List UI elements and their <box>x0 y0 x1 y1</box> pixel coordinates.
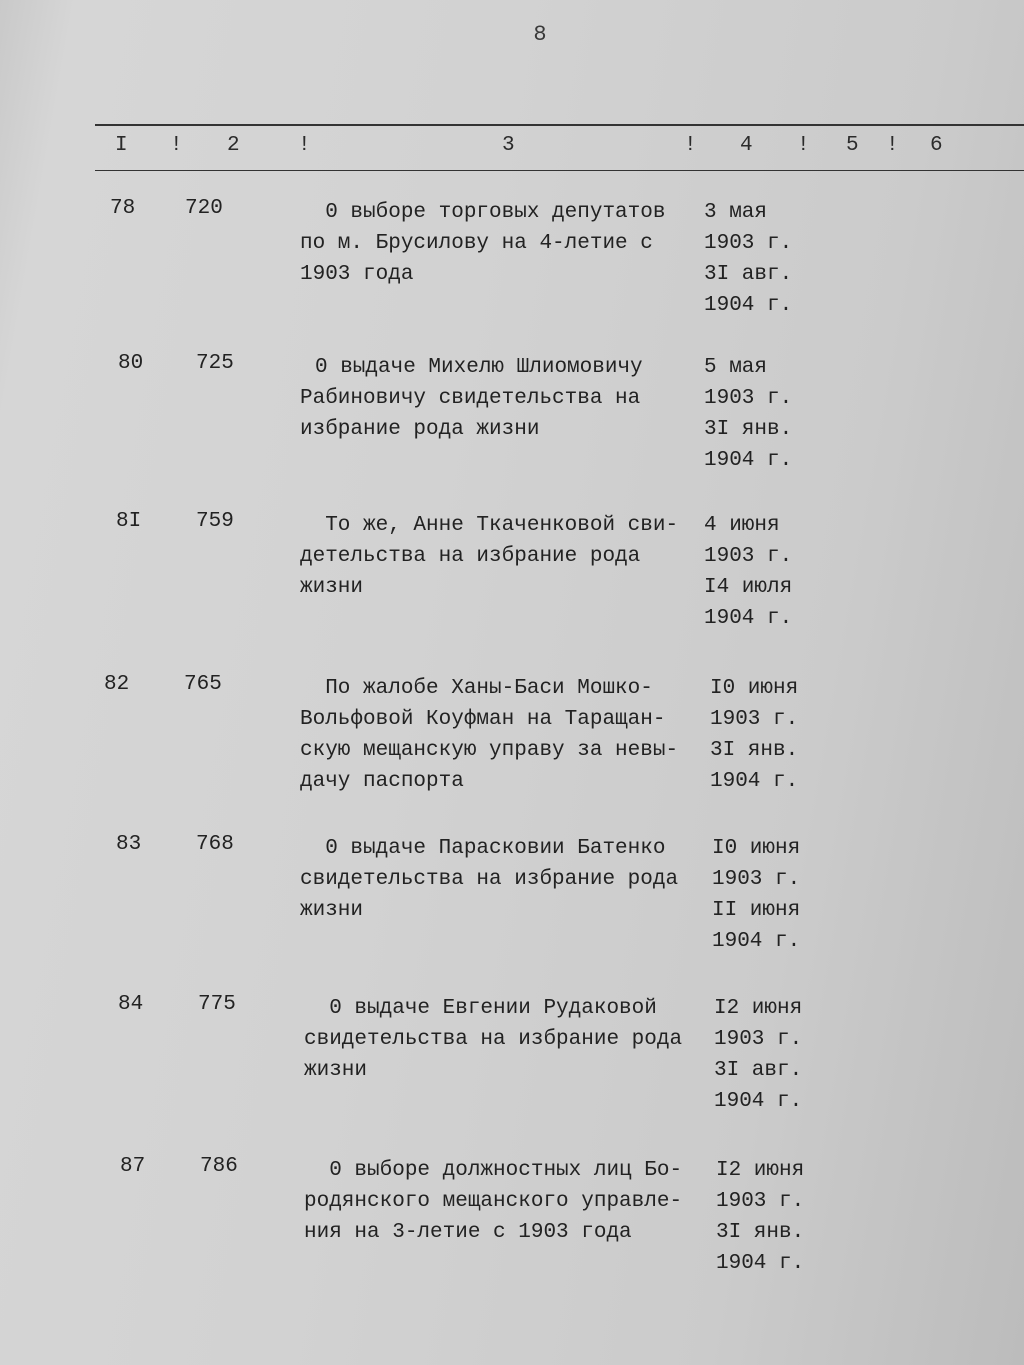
header-col-4: 4 <box>740 134 753 157</box>
entry-index: 87 <box>120 1155 146 1178</box>
date-line: 3I янв. <box>716 1221 805 1244</box>
entry-number: 768 <box>196 833 234 856</box>
entry-number: 720 <box>185 197 223 220</box>
description-line: 1903 года <box>300 263 414 286</box>
description-line: свидетельства на избрание рода <box>300 868 679 891</box>
description-line: ния на 3-летие с 1903 года <box>304 1221 632 1244</box>
entry-index: 80 <box>118 352 144 375</box>
date-line: 1903 г. <box>716 1190 805 1213</box>
date-line: 1903 г. <box>704 387 793 410</box>
entry-dates <box>704 510 814 634</box>
header-separator: ! <box>684 134 697 157</box>
description-line: жизни <box>300 899 364 922</box>
description-line: 0 выборе должностных лиц Бо- <box>304 1159 683 1182</box>
entry-dates <box>716 1155 826 1279</box>
entry-number: 759 <box>196 510 234 533</box>
description-line: жизни <box>304 1059 368 1082</box>
description-line: По жалобе Ханы-Баси Мошко- <box>300 677 653 700</box>
header-separator: ! <box>886 134 899 157</box>
entry-description <box>304 1155 714 1248</box>
entry-index: 83 <box>116 833 142 856</box>
entry-index: 84 <box>118 993 144 1016</box>
header-col-3: 3 <box>502 134 515 157</box>
date-line: 1904 г. <box>712 930 801 953</box>
date-line: 1904 г. <box>714 1090 803 1113</box>
entry-dates <box>712 833 822 957</box>
page-number: 8 <box>533 22 547 47</box>
entry-dates <box>704 352 814 476</box>
entry-description <box>300 673 710 797</box>
date-line: 1903 г. <box>712 868 801 891</box>
description-line: Вольфовой Коуфман на Таращан- <box>300 708 666 731</box>
date-line: 5 мая <box>704 356 768 379</box>
header-separator: ! <box>170 134 183 157</box>
description-line: избрание рода жизни <box>300 418 540 441</box>
header-col-5: 5 <box>846 134 859 157</box>
description-line: То же, Анне Ткаченковой сви- <box>300 514 679 537</box>
description-line: дачу паспорта <box>300 770 464 793</box>
date-line: 1903 г. <box>710 708 799 731</box>
date-line: 3I янв. <box>704 418 793 441</box>
date-line: I0 июня <box>710 677 799 700</box>
description-line: жизни <box>300 576 364 599</box>
date-line: 1904 г. <box>716 1252 805 1275</box>
entry-index: 78 <box>110 197 136 220</box>
description-line: 0 выдаче Парасковии Батенко <box>300 837 666 860</box>
date-line: I2 июня <box>714 997 803 1020</box>
date-line: 3I авг. <box>704 263 793 286</box>
date-line: I2 июня <box>716 1159 805 1182</box>
entry-number: 786 <box>200 1155 238 1178</box>
description-line: 0 выдаче Михелю Шлиомовичу <box>315 356 643 379</box>
date-line: II июня <box>712 899 801 922</box>
entry-dates <box>710 673 820 797</box>
date-line: 1904 г. <box>704 294 793 317</box>
date-line: 4 июня <box>704 514 780 537</box>
header-bottom-rule <box>95 170 1024 171</box>
description-line: по м. Брусилову на 4-летие с <box>300 232 653 255</box>
date-line: 1903 г. <box>704 232 793 255</box>
description-line: 0 выдаче Евгении Рудаковой <box>304 997 657 1020</box>
entry-description <box>304 993 714 1086</box>
header-col-2: 2 <box>227 134 240 157</box>
header-separator: ! <box>797 134 810 157</box>
entry-description <box>300 197 710 290</box>
date-line: 3 мая <box>704 201 768 224</box>
header-col-6: 6 <box>930 134 943 157</box>
entry-description <box>300 352 725 445</box>
date-line: 3I янв. <box>710 739 799 762</box>
date-line: 3I авг. <box>714 1059 803 1082</box>
description-line: 0 выборе торговых депутатов <box>300 201 666 224</box>
entry-description <box>300 833 710 926</box>
entry-dates <box>714 993 824 1117</box>
description-line: скую мещанскую управу за невы- <box>300 739 679 762</box>
description-line: детельства на избрание рода <box>300 545 641 568</box>
date-line: 1904 г. <box>704 449 793 472</box>
entry-index: 8I <box>116 510 142 533</box>
header-top-rule <box>95 124 1024 126</box>
entry-description <box>300 510 710 603</box>
date-line: 1903 г. <box>704 545 793 568</box>
date-line: 1904 г. <box>704 607 793 630</box>
date-line: 1903 г. <box>714 1028 803 1051</box>
entry-dates <box>704 197 814 321</box>
date-line: I0 июня <box>712 837 801 860</box>
description-line: свидетельства на избрание рода <box>304 1028 683 1051</box>
header-separator: ! <box>298 134 311 157</box>
entry-number: 725 <box>196 352 234 375</box>
entry-index: 82 <box>104 673 130 696</box>
header-col-1: I <box>115 134 128 157</box>
description-line: родянского мещанского управле- <box>304 1190 683 1213</box>
date-line: 1904 г. <box>710 770 799 793</box>
entry-number: 775 <box>198 993 236 1016</box>
entry-number: 765 <box>184 673 222 696</box>
date-line: I4 июля <box>704 576 793 599</box>
description-line: Рабиновичу свидетельства на <box>300 387 641 410</box>
